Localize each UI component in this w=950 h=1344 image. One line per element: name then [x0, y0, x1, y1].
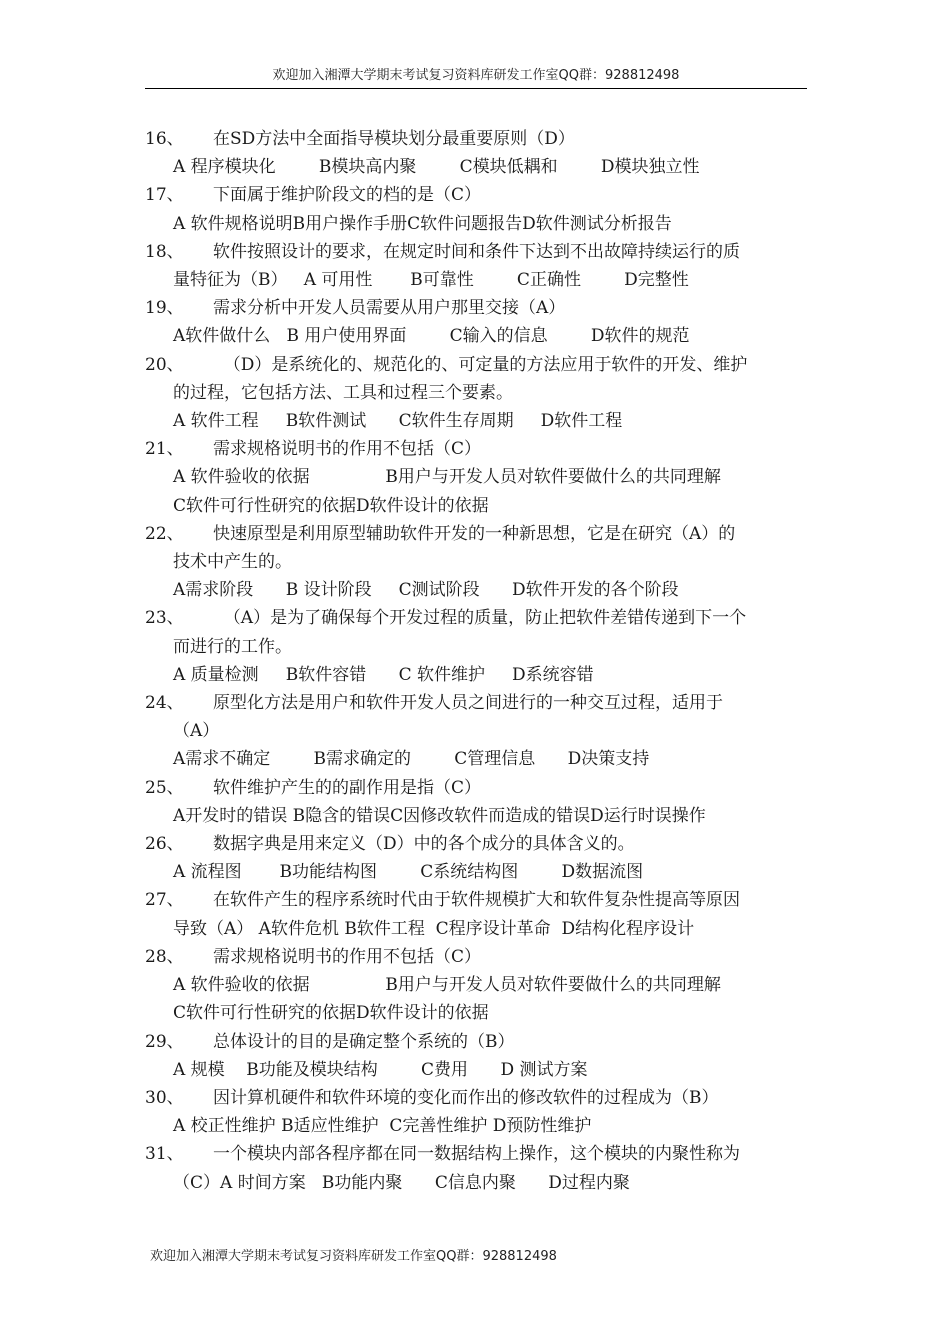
question-item: [145, 1028, 807, 1084]
question-number: 24、: [145, 693, 184, 714]
answer-options: A需求阶段 B 设计阶段 C测试阶段 D软件开发的各个阶段: [173, 580, 679, 601]
question-number: 26、: [145, 834, 184, 855]
question-text: （A）是为了确保每个开发过程的质量，防止把软件差错传递到下一个: [213, 608, 747, 629]
page-footer: 欢迎加入湘潭大学期末考试复习资料库研发工作室QQ群：928812498: [150, 1249, 557, 1264]
question-text-continuation: 导致（A） A软件危机 B软件工程 C程序设计革命 D结构化程序设计: [173, 918, 695, 939]
answer-options: A 软件规格说明B用户操作手册C软件问题报告D软件测试分析报告: [173, 213, 672, 234]
question-line: [145, 830, 807, 858]
question-text: 一个模块内部各程序都在同一数据结构上操作，这个模块的内聚性称为: [213, 1144, 740, 1165]
question-line: [145, 435, 807, 463]
question-item: [145, 520, 807, 605]
question-item: [145, 604, 807, 689]
answer-options: A 软件验收的依据 B用户与开发人员对软件要做什么的共同理解: [173, 467, 721, 488]
question-item: [145, 886, 807, 942]
question-text: 软件按照设计的要求，在规定时间和条件下达到不出故障持续运行的质: [213, 241, 740, 262]
answer-options: A开发时的错误 B隐含的错误C因修改软件而造成的错误D运行时误操作: [173, 805, 706, 826]
question-item: [145, 1140, 807, 1196]
question-number: 23、: [145, 608, 184, 629]
question-number: 21、: [145, 439, 184, 460]
question-line: [145, 294, 807, 322]
question-text: 需求规格说明书的作用不包括（C）: [213, 946, 482, 967]
question-line: [145, 351, 807, 379]
answer-options: C软件可行性研究的依据D软件设计的依据: [173, 1003, 489, 1024]
question-line: [145, 1084, 807, 1112]
question-line: [145, 886, 807, 914]
question-number: 17、: [145, 185, 184, 206]
question-text: 需求规格说明书的作用不包括（C）: [213, 439, 482, 460]
question-text: 因计算机硬件和软件环境的变化而作出的修改软件的过程成为（B）: [213, 1087, 719, 1108]
question-item: [145, 294, 807, 350]
question-line: [145, 689, 807, 717]
question-number: 28、: [145, 946, 184, 967]
question-text: 下面属于维护阶段文的档的是（C）: [213, 185, 482, 206]
question-list: [145, 125, 807, 1197]
answer-options: A 程序模块化 B模块高内聚 C模块低耦和 D模块独立性: [173, 157, 700, 178]
question-item: [145, 238, 807, 294]
question-number: 27、: [145, 890, 184, 911]
question-text-continuation: 量特征为（B） A 可用性 B可靠性 C正确性 D完整性: [173, 270, 689, 291]
question-item: [145, 774, 807, 830]
answer-options: A 校正性维护 B适应性维护 C完善性维护 D预防性维护: [173, 1116, 592, 1137]
question-number: 20、: [145, 354, 184, 375]
question-text: 在软件产生的程序系统时代由于软件规模扩大和软件复杂性提高等原因: [213, 890, 740, 911]
question-line: [145, 238, 807, 266]
question-number: 30、: [145, 1087, 184, 1108]
question-text: 快速原型是利用原型辅助软件开发的一种新思想，它是在研究（A）的: [213, 523, 736, 544]
question-text-continuation: 而进行的工作。: [173, 636, 292, 657]
question-number: 25、: [145, 777, 184, 798]
question-text-continuation: 技术中产生的。: [173, 552, 292, 573]
answer-options: A需求不确定 B需求确定的 C管理信息 D决策支持: [173, 749, 650, 770]
question-number: 22、: [145, 523, 184, 544]
question-text: 软件维护产生的的副作用是指（C）: [213, 777, 482, 798]
question-line: [145, 125, 807, 153]
header-rule: [145, 88, 807, 89]
question-item: [145, 125, 807, 181]
answer-options: A软件做什么 B 用户使用界面 C输入的信息 D软件的规范: [173, 326, 690, 347]
question-text: 总体设计的目的是确定整个系统的（B）: [213, 1031, 515, 1052]
question-line: [145, 520, 807, 548]
question-text-continuation: 的过程，它包括方法、工具和过程三个要素。: [173, 382, 513, 403]
question-item: [145, 435, 807, 520]
answer-options: A 规模 B功能及模块结构 C费用 D 测试方案: [173, 1059, 588, 1080]
question-line: [145, 943, 807, 971]
question-number: 19、: [145, 298, 184, 319]
question-line: [145, 1028, 807, 1056]
question-text-continuation: （C）A 时间方案 B功能内聚 C信息内聚 D过程内聚: [173, 1172, 630, 1193]
question-item: [145, 181, 807, 237]
question-line: [145, 604, 807, 632]
answer-options: C软件可行性研究的依据D软件设计的依据: [173, 495, 489, 516]
question-text-continuation: （A）: [173, 721, 220, 742]
answer-options: A 软件工程 B软件测试 C软件生存周期 D软件工程: [173, 411, 623, 432]
question-line: [145, 774, 807, 802]
answer-options: A 软件验收的依据 B用户与开发人员对软件要做什么的共同理解: [173, 975, 721, 996]
question-number: 29、: [145, 1031, 184, 1052]
question-text: 在SD方法中全面指导模块划分最重要原则（D）: [213, 129, 575, 149]
question-number: 16、: [145, 129, 184, 149]
answer-options: A 流程图 B功能结构图 C系统结构图 D数据流图: [173, 862, 644, 883]
question-item: [145, 943, 807, 1028]
question-text: （D）是系统化的、规范化的、可定量的方法应用于软件的开发、维护: [213, 354, 748, 375]
question-text: 数据字典是用来定义（D）中的各个成分的具体含义的。: [213, 834, 635, 855]
question-line: [145, 1140, 807, 1168]
answer-options: A 质量检测 B软件容错 C 软件维护 D系统容错: [173, 664, 594, 685]
question-text: 原型化方法是用户和软件开发人员之间进行的一种交互过程，适用于: [213, 693, 723, 714]
question-item: [145, 830, 807, 886]
question-number: 18、: [145, 241, 184, 262]
question-item: [145, 1084, 807, 1140]
question-text: 需求分析中开发人员需要从用户那里交接（A）: [213, 298, 566, 319]
page-header: 欢迎加入湘潭大学期末考试复习资料库研发工作室QQ群：928812498: [272, 68, 680, 83]
question-item: [145, 351, 807, 436]
question-line: [145, 181, 807, 209]
question-number: 31、: [145, 1144, 184, 1165]
question-item: [145, 689, 807, 774]
